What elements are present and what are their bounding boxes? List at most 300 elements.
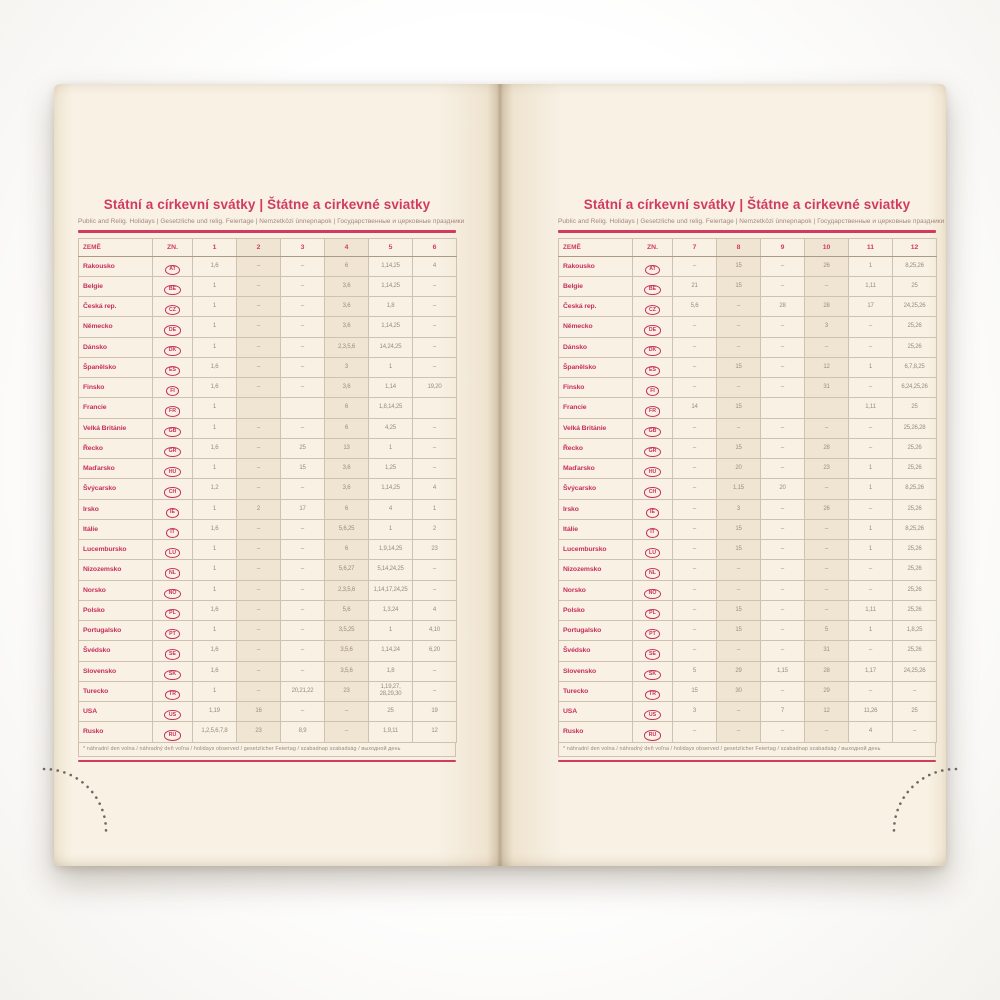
country-name: Maďarsko <box>79 459 153 479</box>
holiday-dates-cell: 15 <box>717 600 761 620</box>
holiday-dates-cell: 1,14,25 <box>369 256 413 276</box>
holiday-dates-cell: – <box>849 560 893 580</box>
holiday-dates-cell: – <box>673 580 717 600</box>
country-row <box>79 702 457 722</box>
perforation-dots-left-corner <box>40 762 112 836</box>
holiday-dates-cell: 2,3,5,6 <box>325 580 369 600</box>
holiday-dates-cell: 3,6 <box>325 479 369 499</box>
holiday-dates-cell: – <box>893 722 937 742</box>
country-code-badge: RU <box>644 730 661 740</box>
holiday-dates-cell: 1,15 <box>717 479 761 499</box>
holiday-dates-cell: – <box>849 499 893 519</box>
country-row <box>79 357 457 377</box>
country-code-cell <box>153 378 193 398</box>
holiday-dates-cell: 3,6 <box>325 378 369 398</box>
holiday-dates-cell: 23 <box>325 681 369 701</box>
holiday-dates-cell: 1,6 <box>193 378 237 398</box>
holiday-dates-cell: 1 <box>849 519 893 539</box>
holiday-dates-cell: 4,10 <box>413 621 457 641</box>
holiday-dates-cell: 4,25 <box>369 418 413 438</box>
holiday-dates-cell: 1,19,27, 28,29,30 <box>369 681 413 701</box>
country-row <box>559 378 937 398</box>
holiday-dates-cell: – <box>849 317 893 337</box>
holiday-dates-cell: – <box>237 378 281 398</box>
holiday-dates-cell: 25 <box>369 702 413 722</box>
country-row <box>559 722 937 742</box>
holiday-dates-cell: – <box>673 560 717 580</box>
holiday-dates-cell: 28 <box>805 297 849 317</box>
country-code-cell <box>633 641 673 661</box>
country-code-cell <box>633 459 673 479</box>
holiday-dates-cell: 25,26 <box>893 438 937 458</box>
country-code-badge: TR <box>165 690 181 700</box>
country-code-cell <box>153 256 193 276</box>
holiday-dates-cell: 4 <box>413 256 457 276</box>
country-name: Rusko <box>79 722 153 742</box>
country-code-cell <box>153 580 193 600</box>
holiday-dates-cell: – <box>281 540 325 560</box>
country-row <box>559 256 937 276</box>
country-row <box>559 297 937 317</box>
holiday-dates-cell <box>237 398 281 418</box>
holiday-dates-cell: 5 <box>673 661 717 681</box>
country-name: Švédsko <box>559 641 633 661</box>
month-column-header: 8 <box>717 238 761 256</box>
footnote: * náhradní den volna / náhradný deň voľna / holidays observed / gesetzlicher Feiertag / szabadnap szabadság / выходной день <box>558 743 936 757</box>
holiday-dates-cell: 1 <box>849 256 893 276</box>
holiday-dates-cell: – <box>413 459 457 479</box>
holiday-dates-cell: – <box>805 418 849 438</box>
country-code-badge: HU <box>164 467 181 477</box>
country-name: Polsko <box>559 600 633 620</box>
holiday-dates-cell: 3,5,6 <box>325 661 369 681</box>
holiday-dates-cell: – <box>673 357 717 377</box>
holiday-dates-cell: 7 <box>761 702 805 722</box>
holiday-dates-cell: 2 <box>237 499 281 519</box>
holiday-dates-cell: 21 <box>673 276 717 296</box>
holiday-dates-cell <box>281 398 325 418</box>
holiday-dates-cell: 1,14,17,24,25 <box>369 580 413 600</box>
holiday-dates-cell: 26 <box>805 499 849 519</box>
holiday-dates-cell: 1 <box>193 276 237 296</box>
country-code-badge: CZ <box>165 305 181 315</box>
holiday-dates-cell: 3,6 <box>325 276 369 296</box>
holiday-dates-cell: 5,6 <box>325 600 369 620</box>
holiday-dates-cell: 3,6 <box>325 459 369 479</box>
holiday-dates-cell: 1,6 <box>193 600 237 620</box>
country-name: Itálie <box>79 519 153 539</box>
holiday-dates-cell: 17 <box>281 499 325 519</box>
page-subtitle: Public and Relig. Holidays | Gesetzliche und relig. Feiertage | Nemzetközi ünnepnapok | Государственные и церковные праздники <box>78 218 465 225</box>
country-row <box>559 600 937 620</box>
holidays-table-jan-jun <box>78 238 456 743</box>
holiday-dates-cell: – <box>281 357 325 377</box>
holiday-dates-cell: 1 <box>193 459 237 479</box>
holiday-dates-cell: 12 <box>805 702 849 722</box>
country-code-badge: TR <box>645 690 661 700</box>
country-code-badge: SK <box>164 670 180 680</box>
country-name: USA <box>79 702 153 722</box>
country-code-badge: CZ <box>645 305 661 315</box>
holiday-dates-cell: 8,25,26 <box>893 519 937 539</box>
holiday-dates-cell: – <box>673 641 717 661</box>
country-code-cell <box>633 357 673 377</box>
holiday-dates-cell: 3 <box>673 702 717 722</box>
holiday-dates-cell: – <box>805 337 849 357</box>
holiday-dates-cell: – <box>281 600 325 620</box>
holiday-dates-cell: 3 <box>325 357 369 377</box>
holiday-dates-cell: – <box>413 297 457 317</box>
country-code-cell <box>153 337 193 357</box>
holiday-dates-cell: 1 <box>369 519 413 539</box>
holiday-dates-cell: – <box>849 641 893 661</box>
holiday-dates-cell: 1 <box>369 621 413 641</box>
holiday-dates-cell: 1,14,25 <box>369 479 413 499</box>
holiday-dates-cell: 1,15 <box>761 661 805 681</box>
country-code-badge: FI <box>646 386 660 396</box>
holiday-dates-cell: – <box>849 378 893 398</box>
holidays-table <box>78 238 457 743</box>
holiday-dates-cell: – <box>761 357 805 377</box>
country-code-cell <box>153 661 193 681</box>
holiday-dates-cell: 20,21,22 <box>281 681 325 701</box>
holiday-dates-cell: 1,8,14,25 <box>369 398 413 418</box>
country-row <box>79 681 457 701</box>
holiday-dates-cell: 25,26 <box>893 459 937 479</box>
holiday-dates-cell: – <box>717 641 761 661</box>
country-name: Rakousko <box>559 256 633 276</box>
country-code-cell <box>633 256 673 276</box>
holiday-dates-cell: – <box>413 357 457 377</box>
holiday-dates-cell: 25,26 <box>893 317 937 337</box>
country-code-badge: NO <box>644 589 661 599</box>
holiday-dates-cell: 6,20 <box>413 641 457 661</box>
holiday-dates-cell: 31 <box>805 641 849 661</box>
country-name: Norsko <box>79 580 153 600</box>
holiday-dates-cell: – <box>281 661 325 681</box>
holiday-dates-cell: – <box>281 317 325 337</box>
country-name: Itálie <box>559 519 633 539</box>
country-name: Irsko <box>79 499 153 519</box>
code-column-header: ZN. <box>633 238 673 256</box>
holiday-dates-cell: 5 <box>805 621 849 641</box>
holiday-dates-cell: 1,3,24 <box>369 600 413 620</box>
holiday-dates-cell: – <box>849 681 893 701</box>
country-name: Španělsko <box>559 357 633 377</box>
holiday-dates-cell: – <box>237 641 281 661</box>
country-row <box>79 560 457 580</box>
country-name: Lucembursko <box>79 540 153 560</box>
country-code-badge: FR <box>645 406 661 416</box>
holiday-dates-cell: – <box>673 600 717 620</box>
holiday-dates-cell: 29 <box>717 661 761 681</box>
country-code-badge: SK <box>644 670 660 680</box>
holiday-dates-cell: 5,6 <box>673 297 717 317</box>
holiday-dates-cell: – <box>281 256 325 276</box>
country-code-cell <box>633 337 673 357</box>
country-row <box>559 438 937 458</box>
country-row <box>559 621 937 641</box>
country-code-cell <box>633 702 673 722</box>
holiday-dates-cell: 20 <box>717 459 761 479</box>
country-row <box>559 702 937 722</box>
country-code-cell <box>153 276 193 296</box>
country-code-badge: GB <box>164 427 181 437</box>
holiday-dates-cell: 6 <box>325 256 369 276</box>
holiday-dates-cell: 1 <box>849 357 893 377</box>
country-row <box>79 479 457 499</box>
country-code-badge: US <box>644 710 660 720</box>
country-name: Maďarsko <box>559 459 633 479</box>
country-code-badge: BE <box>164 285 180 295</box>
month-column-header: 3 <box>281 238 325 256</box>
holiday-dates-cell: 25,26 <box>893 560 937 580</box>
holiday-dates-cell: 1,9,11 <box>369 722 413 742</box>
holiday-dates-cell: 2,3,5,6 <box>325 337 369 357</box>
month-column-header: 9 <box>761 238 805 256</box>
holiday-dates-cell: 25 <box>893 398 937 418</box>
holiday-dates-cell: – <box>893 681 937 701</box>
holiday-dates-cell: – <box>325 702 369 722</box>
country-row <box>559 499 937 519</box>
country-name: Česká rep. <box>79 297 153 317</box>
country-code-cell <box>633 580 673 600</box>
holiday-dates-cell: – <box>237 621 281 641</box>
country-code-cell <box>153 418 193 438</box>
holiday-dates-cell: – <box>761 681 805 701</box>
holiday-dates-cell: 5,6,25 <box>325 519 369 539</box>
country-code-cell <box>633 540 673 560</box>
holiday-dates-cell: 1 <box>193 317 237 337</box>
holiday-dates-cell: – <box>413 438 457 458</box>
holiday-dates-cell: 1,11 <box>849 276 893 296</box>
holiday-dates-cell: – <box>849 418 893 438</box>
country-code-cell <box>153 317 193 337</box>
country-code-badge: IE <box>646 508 660 518</box>
country-code-cell <box>633 519 673 539</box>
holiday-dates-cell: 1 <box>369 438 413 458</box>
month-column-header: 12 <box>893 238 937 256</box>
table-header-row <box>559 238 937 256</box>
country-row <box>79 580 457 600</box>
country-code-cell <box>153 702 193 722</box>
country-name: Turecko <box>559 681 633 701</box>
holiday-dates-cell: 6 <box>325 418 369 438</box>
holiday-dates-cell: – <box>237 297 281 317</box>
holiday-dates-cell: 5,14,24,25 <box>369 560 413 580</box>
holiday-dates-cell: – <box>413 276 457 296</box>
country-row <box>559 459 937 479</box>
holiday-dates-cell: 30 <box>717 681 761 701</box>
country-name: USA <box>559 702 633 722</box>
holidays-table-jul-dec <box>558 238 936 743</box>
holiday-dates-cell: 16 <box>237 702 281 722</box>
holiday-dates-cell: 1 <box>849 621 893 641</box>
holiday-dates-cell: 1,25 <box>369 459 413 479</box>
page-title: Státní a církevní svátky | Štátne a cirkevné sviatky <box>103 197 431 212</box>
country-code-cell <box>153 459 193 479</box>
country-code-cell <box>633 681 673 701</box>
holiday-dates-cell: – <box>673 459 717 479</box>
country-code-cell <box>153 681 193 701</box>
country-code-badge: PL <box>645 609 661 619</box>
page-subtitle: Public and Relig. Holidays | Gesetzliche und relig. Feiertage | Nemzetközi ünnepnapok | Государственные и церковные праздники <box>558 218 945 225</box>
country-code-cell <box>633 499 673 519</box>
holiday-dates-cell: 3 <box>805 317 849 337</box>
holiday-dates-cell: – <box>761 621 805 641</box>
country-row <box>79 297 457 317</box>
holiday-dates-cell: – <box>281 378 325 398</box>
holiday-dates-cell: – <box>717 418 761 438</box>
holiday-dates-cell: 1 <box>193 560 237 580</box>
country-row <box>559 580 937 600</box>
holiday-dates-cell: 1 <box>193 337 237 357</box>
holiday-dates-cell: – <box>805 560 849 580</box>
holiday-dates-cell: 8,25,26 <box>893 479 937 499</box>
holiday-dates-cell: – <box>673 317 717 337</box>
holiday-dates-cell: 3,5,25 <box>325 621 369 641</box>
country-code-badge: ES <box>165 366 181 376</box>
holiday-dates-cell: 15 <box>281 459 325 479</box>
country-code-cell <box>153 438 193 458</box>
holiday-dates-cell: 1,17 <box>849 661 893 681</box>
country-code-badge: GR <box>644 447 661 457</box>
country-name: Rakousko <box>79 256 153 276</box>
holiday-dates-cell: – <box>805 519 849 539</box>
month-column-header: 11 <box>849 238 893 256</box>
month-column-header: 6 <box>413 238 457 256</box>
country-row <box>79 600 457 620</box>
holiday-dates-cell: 4 <box>849 722 893 742</box>
holiday-dates-cell: 8,25,26 <box>893 256 937 276</box>
month-column-header: 4 <box>325 238 369 256</box>
holiday-dates-cell: – <box>237 661 281 681</box>
header-rule <box>558 230 936 233</box>
country-name: Řecko <box>79 438 153 458</box>
country-row <box>79 378 457 398</box>
holiday-dates-cell: 1,6 <box>193 519 237 539</box>
country-code-badge: PT <box>645 629 661 639</box>
country-code-badge: PT <box>165 629 181 639</box>
country-name: Česká rep. <box>559 297 633 317</box>
holiday-dates-cell: 25 <box>893 276 937 296</box>
holiday-dates-cell: – <box>413 580 457 600</box>
holiday-dates-cell: 23 <box>237 722 281 742</box>
holiday-dates-cell: – <box>281 580 325 600</box>
month-column-header: 5 <box>369 238 413 256</box>
holiday-dates-cell: 19,20 <box>413 378 457 398</box>
country-name: Dánsko <box>559 337 633 357</box>
country-name: Španělsko <box>79 357 153 377</box>
country-row <box>559 681 937 701</box>
country-row <box>79 398 457 418</box>
country-code-badge: GB <box>644 427 661 437</box>
country-row <box>79 256 457 276</box>
footnote: * náhradní den volna / náhradný deň voľna / holidays observed / gesetzlicher Feiertag / szabadnap szabadság / выходной день <box>78 743 456 757</box>
holiday-dates-cell: – <box>717 297 761 317</box>
country-row <box>79 641 457 661</box>
country-name: Německo <box>559 317 633 337</box>
holiday-dates-cell: – <box>761 438 805 458</box>
holiday-dates-cell: – <box>761 560 805 580</box>
holiday-dates-cell: 1 <box>193 418 237 438</box>
country-row <box>559 357 937 377</box>
holiday-dates-cell: – <box>237 681 281 701</box>
holiday-dates-cell: – <box>413 661 457 681</box>
country-code-cell <box>153 540 193 560</box>
holiday-dates-cell: 1 <box>193 681 237 701</box>
holiday-dates-cell <box>805 398 849 418</box>
holiday-dates-cell: 6,7,8,25 <box>893 357 937 377</box>
holiday-dates-cell: – <box>717 337 761 357</box>
holiday-dates-cell: – <box>717 378 761 398</box>
code-column-header: ZN. <box>153 238 193 256</box>
country-name: Řecko <box>559 438 633 458</box>
holiday-dates-cell: – <box>237 519 281 539</box>
country-code-badge: PL <box>165 609 181 619</box>
holiday-dates-cell: – <box>761 540 805 560</box>
holiday-dates-cell: 12 <box>805 357 849 377</box>
holiday-dates-cell: – <box>717 722 761 742</box>
holiday-dates-cell: – <box>717 317 761 337</box>
left-page-content <box>78 197 465 762</box>
country-row <box>559 479 937 499</box>
holiday-dates-cell: – <box>761 337 805 357</box>
holiday-dates-cell: 1,6 <box>193 438 237 458</box>
country-code-cell <box>153 297 193 317</box>
country-name: Švýcarsko <box>79 479 153 499</box>
holiday-dates-cell: 12 <box>413 722 457 742</box>
holiday-dates-cell: – <box>281 621 325 641</box>
country-row <box>79 519 457 539</box>
country-row <box>559 661 937 681</box>
holiday-dates-cell: 1,14,25 <box>369 276 413 296</box>
holiday-dates-cell: – <box>673 519 717 539</box>
holiday-dates-cell: 1,8 <box>369 297 413 317</box>
holiday-dates-cell: 25,26 <box>893 580 937 600</box>
country-code-cell <box>633 661 673 681</box>
country-code-badge: DK <box>164 346 181 356</box>
holiday-dates-cell: 1,2,5,6,7,8 <box>193 722 237 742</box>
holiday-dates-cell: 24,25,26 <box>893 297 937 317</box>
country-name: Finsko <box>559 378 633 398</box>
holiday-dates-cell: 6 <box>325 540 369 560</box>
country-name: Nizozemsko <box>79 560 153 580</box>
holiday-dates-cell: 1 <box>193 580 237 600</box>
table-header-row <box>79 238 457 256</box>
country-row <box>559 560 937 580</box>
holiday-dates-cell: – <box>761 722 805 742</box>
holiday-dates-cell: 13 <box>325 438 369 458</box>
holiday-dates-cell: – <box>237 580 281 600</box>
open-diary-book <box>54 84 946 866</box>
holiday-dates-cell: – <box>413 560 457 580</box>
holiday-dates-cell: – <box>673 722 717 742</box>
country-code-cell <box>153 600 193 620</box>
country-row <box>79 661 457 681</box>
holiday-dates-cell: – <box>761 276 805 296</box>
country-code-cell <box>633 722 673 742</box>
country-name: Švýcarsko <box>559 479 633 499</box>
country-code-badge: DE <box>164 325 180 335</box>
country-code-cell <box>633 398 673 418</box>
country-code-cell <box>633 418 673 438</box>
country-row <box>559 540 937 560</box>
holiday-dates-cell: 25,26,28 <box>893 418 937 438</box>
holiday-dates-cell: 8,9 <box>281 722 325 742</box>
country-code-badge: CH <box>164 487 181 497</box>
holiday-dates-cell: – <box>281 519 325 539</box>
